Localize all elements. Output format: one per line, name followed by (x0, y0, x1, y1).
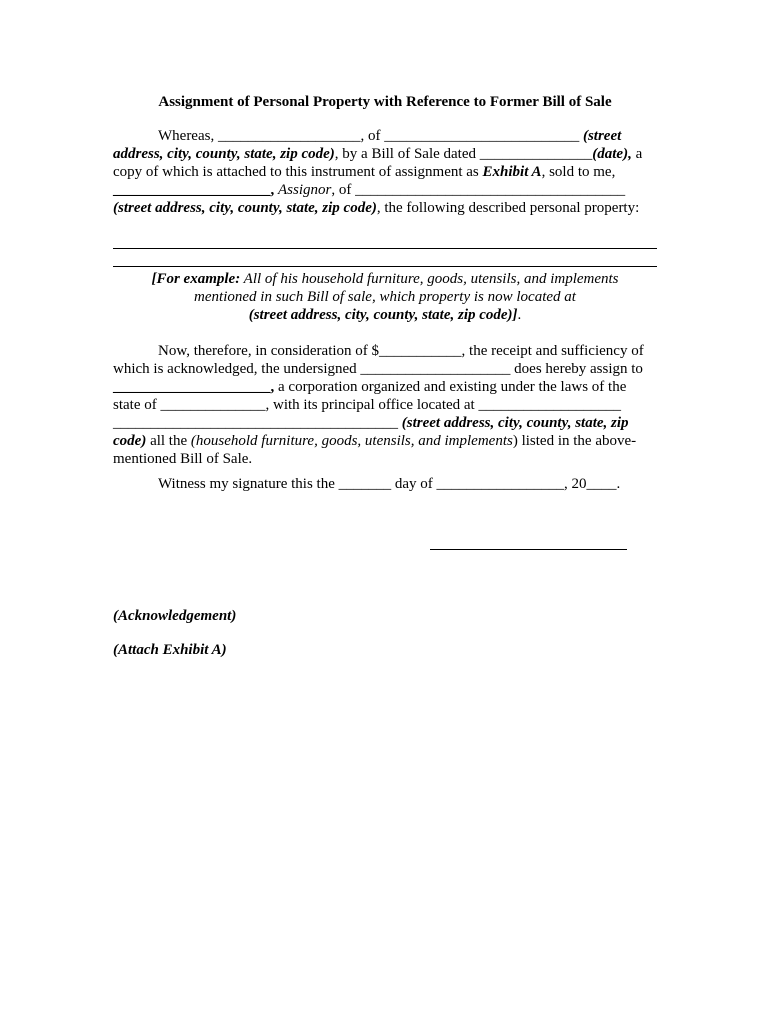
example-line-1 (113, 270, 657, 288)
whereas-text: Whereas, ___________________, of __________________________ (158, 128, 583, 144)
listed-text: ) listed in the above- (512, 433, 637, 449)
assignor-address-blank: , of ____________________________________ (331, 182, 626, 198)
period: . (517, 307, 522, 323)
all-the-text: all the (146, 433, 191, 449)
witness-line: Witness my signature this the _______ day of _________________, 20____. (158, 476, 621, 492)
bill-of-sale-text: , by a Bill of Sale dated _______________ (334, 146, 593, 162)
consideration-text: which is acknowledged, the undersigned ____________________ does hereby assign to (113, 361, 643, 377)
consideration-line-2 (113, 360, 643, 378)
property-description-line-2 (113, 266, 657, 267)
attach-exhibit-label: (Attach Exhibit A) (113, 642, 227, 658)
example-text: mentioned in such Bill of sale, which property is now located at (194, 289, 576, 305)
street-label: (street (582, 128, 622, 144)
consideration-line-7 (113, 450, 252, 468)
office-address-blank: ______________________________________ (113, 415, 402, 431)
example-line-3 (113, 306, 657, 324)
whereas-line-3 (113, 163, 615, 181)
property-description-line-1 (113, 248, 657, 249)
consideration-line-1 (158, 342, 644, 360)
date-label: (date), (592, 146, 632, 162)
assignee-name-blank: _____________________, (113, 379, 275, 395)
whereas-line-5 (113, 199, 639, 217)
consideration-line-4 (113, 396, 621, 414)
consideration-line-3 (113, 378, 626, 396)
address-label: (street address, city, county, state, zip code)] (248, 307, 518, 323)
whereas-line-2 (113, 145, 642, 163)
bill-of-sale-text: mentioned Bill of Sale. (113, 451, 253, 467)
assignor-label: Assignor (278, 182, 332, 198)
example-text: All of his household furniture, goods, utensils, and implements (240, 271, 619, 287)
property-items-label: (household furniture, goods, utensils, and implements (190, 433, 513, 449)
address-label: code) (113, 433, 147, 449)
document-title: Assignment of Personal Property with Reference to Former Bill of Sale (158, 94, 612, 110)
whereas-line-4 (113, 181, 625, 199)
example-line-2 (113, 288, 657, 306)
following-property-text: , the following described personal property: (376, 200, 640, 216)
address-label: (street address, city, county, state, zip code) (113, 200, 377, 216)
consideration-line-5 (113, 414, 629, 432)
address-label: (street address, city, county, state, zip (401, 415, 629, 431)
assignor-name-blank: _____________________, (113, 182, 275, 198)
consideration-text: Now, therefore, in consideration of $___________, the receipt and sufficiency of (158, 343, 644, 359)
sold-to-me-text: , sold to me, (541, 164, 616, 180)
for-example-label: [For example: (151, 271, 241, 287)
whereas-line-1 (158, 127, 621, 145)
state-office-text: state of ______________, with its principal office located at ___________________ (113, 397, 621, 413)
exhibit-a-label: Exhibit A (482, 164, 542, 180)
acknowledgement-label: (Acknowledgement) (113, 608, 237, 624)
corporation-text: a corporation organized and existing under the laws of the (274, 379, 627, 395)
consideration-line-6 (113, 432, 636, 450)
copy-text: copy of which is attached to this instrument of assignment as (113, 164, 483, 180)
signature-line (430, 549, 627, 550)
article-text: a (631, 146, 643, 162)
address-label: address, city, county, state, zip code) (113, 146, 335, 162)
